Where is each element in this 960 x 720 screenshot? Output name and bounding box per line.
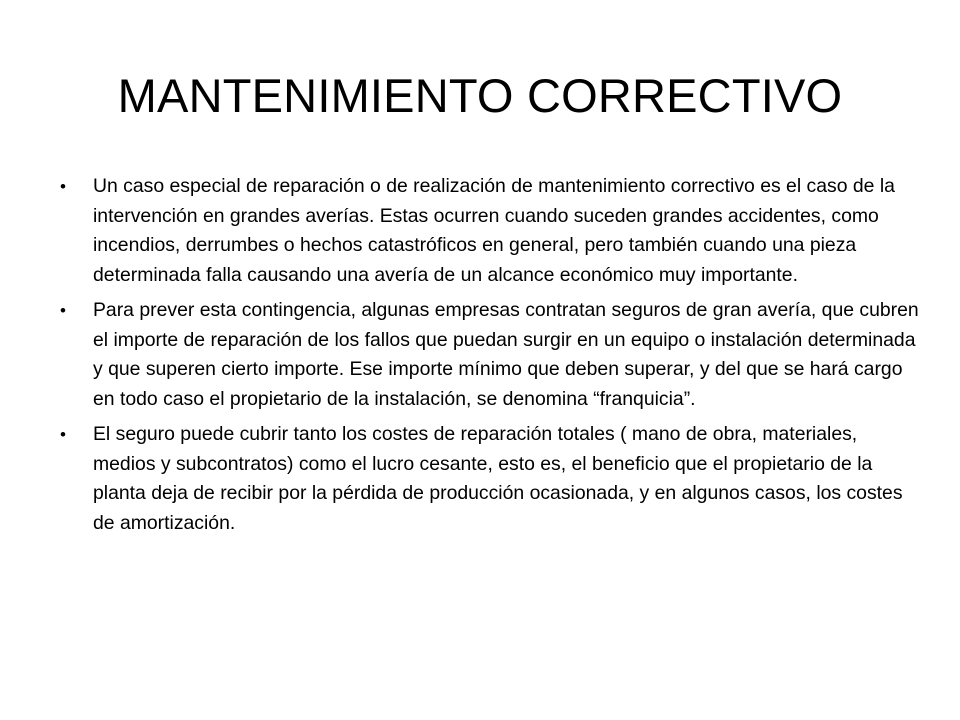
bullet-text: Un caso especial de reparación o de realización de mantenimiento correctivo es el caso de la intervención en grandes averías. Estas ocurren cuando suceden grandes accidentes, como incendios, derrumbes o hechos catastróficos en general, pero también cuando una pieza determinada falla causando una avería de un alcance económico muy importante. — [93, 175, 895, 286]
bullet-item — [60, 296, 920, 414]
bullet-text: El seguro puede cubrir tanto los costes de reparación totales ( mano de obra, materiales, medios y subcontratos) como el lucro cesante, esto es, el beneficio que el propietario de la planta deja de recibir por la pérdida de producción ocasionada, y en algunos casos, los costes de amortización. — [93, 423, 903, 534]
bullet-icon: • — [60, 301, 66, 320]
bullet-icon: • — [60, 425, 66, 444]
bullet-list — [60, 172, 920, 543]
bullet-item — [60, 172, 920, 290]
slide-title: MANTENIMIENTO CORRECTIVO — [117, 69, 843, 122]
bullet-text: Para prever esta contingencia, algunas empresas contratan seguros de gran avería, que cubren el importe de reparación de los fallos que puedan surgir en un equipo o instalación determinada y que superen cierto importe. Ese importe mínimo que deben superar, y del que se hará cargo en todo caso el propietario de la instalación, se denomina “franquicia”. — [93, 299, 919, 410]
bullet-item — [60, 420, 920, 538]
bullet-icon: • — [60, 177, 66, 196]
